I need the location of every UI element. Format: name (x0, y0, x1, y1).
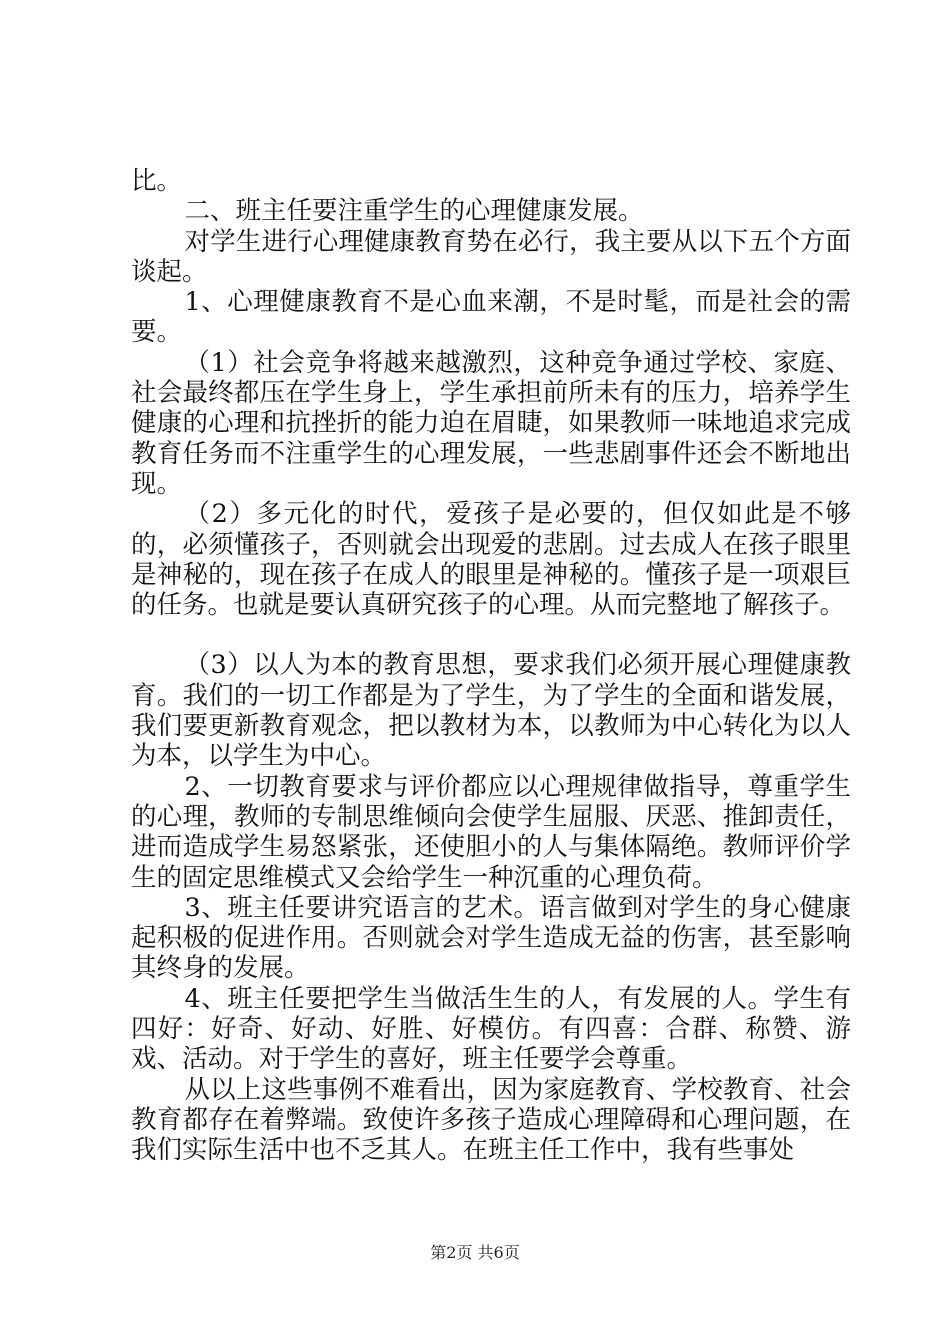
sub-point-1: （1）社会竞争将越来越激烈，这种竞争通过学校、家庭、社会最终都压在学生身上，学生承担前所未有的压力，培养学生健康的心理和抗挫折的能力迫在眉睫，如果教师一味地追求完成教育任务而不注重学生的心理发展，一些悲剧事件还会不断地出现。 (131, 347, 851, 499)
point-4: 4、班主任要把学生当做活生生的人，有发展的人。学生有四好：好奇、好动、好胜、好模仿。有四喜：合群、称赞、游戏、活动。对于学生的喜好，班主任要学会尊重。 (131, 983, 851, 1075)
paragraph-intro: 对学生进行心理健康教育势在必行，我主要从以下五个方面谈起。 (131, 226, 851, 287)
point-2: 2、一切教育要求与评价都应以心理规律做指导，尊重学生的心理，教师的专制思维倾向会使学生屈服、厌恶、推卸责任，进而造成学生易怒紧张，还使胆小的人与集体隔绝。教师评价学生的固定思维模式又会给学生一种沉重的心理负荷。 (131, 771, 851, 893)
sub-point-3: （3）以人为本的教育思想，要求我们必须开展心理健康教育。我们的一切工作都是为了学生，为了学生的全面和谐发展，我们要更新教育观念，把以教材为本，以教师为中心转化为以人为本，以学生为中心。 (131, 650, 851, 772)
paragraph-conclusion: 从以上这些事例不难看出，因为家庭教育、学校教育、社会教育都存在着弊端。致使许多孩子造成心理障碍和心理问题，在我们实际生活中也不乏其人。在班主任工作中，我有些事处 (131, 1074, 851, 1166)
document-body (131, 166, 851, 1166)
section-heading-2: 二、班主任要注重学生的心理健康发展。 (184, 196, 644, 227)
paragraph-continuation: 比。 (131, 166, 183, 196)
paragraph-gap (131, 620, 851, 650)
point-1: 1、心理健康教育不是心血来潮，不是时髦，而是社会的需要。 (131, 287, 851, 348)
page-number-label: 第2页 共6页 (430, 1243, 520, 1262)
sub-point-2: （2）多元化的时代，爱孩子是必要的，但仅如此是不够的，必须懂孩子，否则就会出现爱的悲剧。过去成人在孩子眼里是神秘的，现在孩子在成人的眼里是神秘的。懂孩子是一项艰巨的任务。也就是要认真研究孩子的心理。从而完整地了解孩子。 (131, 499, 851, 621)
point-3: 3、班主任要讲究语言的艺术。语言做到对学生的身心健康起积极的促进作用。否则就会对学生造成无益的伤害，甚至影响其终身的发展。 (131, 892, 851, 984)
page-footer (0, 1240, 950, 1263)
